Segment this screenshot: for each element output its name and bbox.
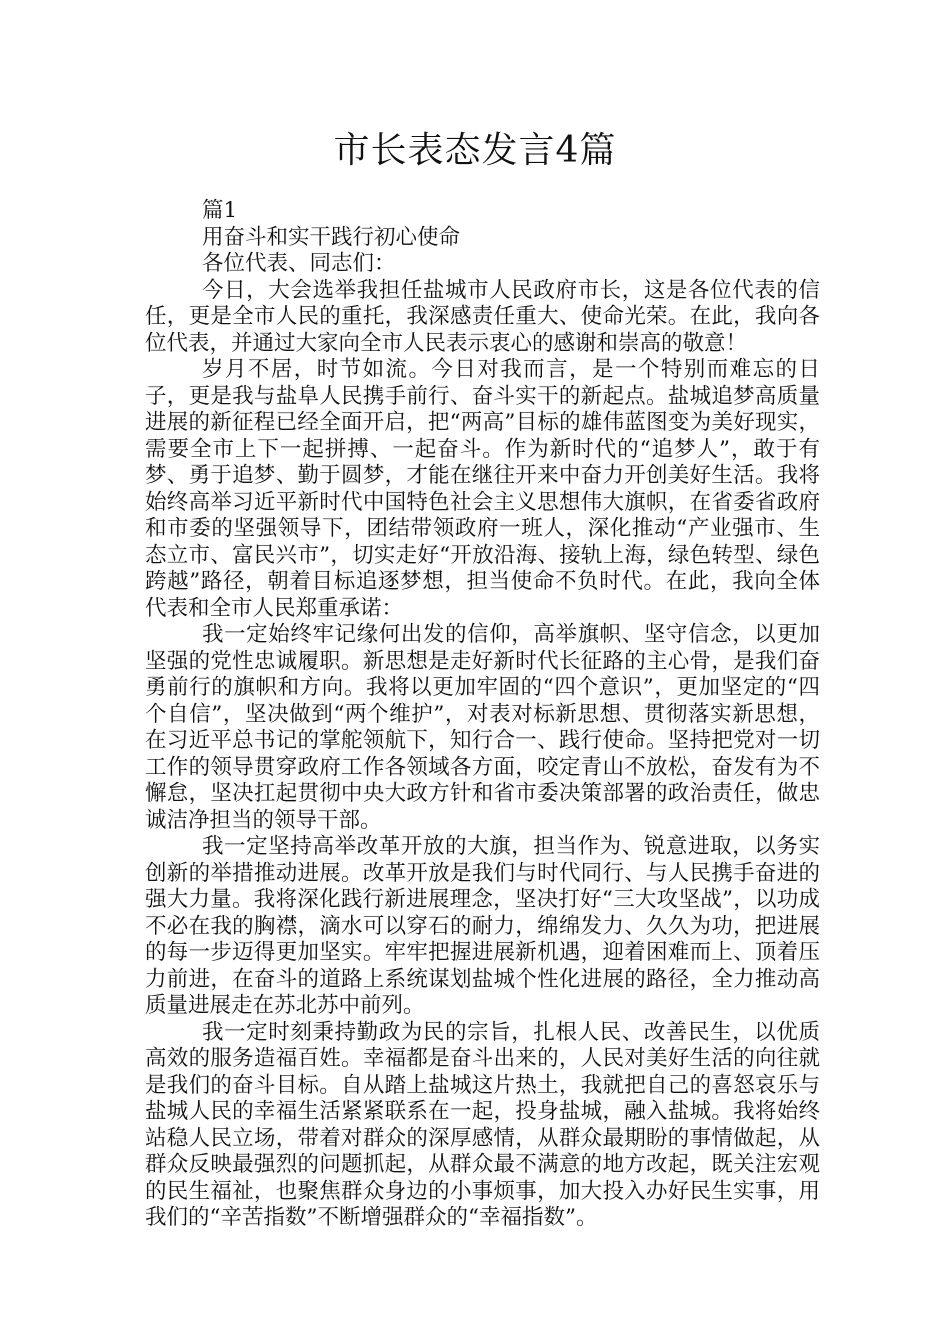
salutation: 各位代表、同志们： bbox=[202, 251, 396, 276]
section-subtitle: 用奋斗和实干践行初心使命 bbox=[202, 224, 461, 250]
document-body bbox=[145, 198, 820, 1232]
document-title: 市长表态发言4篇 bbox=[333, 130, 617, 171]
paragraph-1: 今日，大会选举我担任盐城市人民政府市长，这是各位代表的信任，更是全市人民的重托，我深感责任重大、使命光荣。在此，我向各位代表，并通过大家向全市人民表示衷心的感谢和崇高的敬意！ bbox=[145, 277, 820, 356]
section-label: 篇1 bbox=[202, 198, 238, 223]
paragraph-5: 我一定时刻秉持勤政为民的宗旨，扎根人民、改善民生，以优质高效的服务造福百姓。幸福都是奋斗出来的，人民对美好生活的向往就是我们的奋斗目标。自从踏上盐城这片热土，我就把自己的喜怒哀乐与盐城人民的幸福生活紧紧联系在一起，投身盐城，融入盐城。我将始终站稳人民立场，带着对群众的深厚感情，从群众最期盼的事情做起，从群众反映最强烈的问题抓起，从群众最不满意的地方改起，既关注宏观的民生福祉，也聚焦群众身边的小事烦事，加大投入办好民生实事，用我们的“辛苦指数”不断增强群众的“幸福指数”。 bbox=[145, 1019, 820, 1230]
paragraph-4: 我一定坚持高举改革开放的大旗，担当作为、锐意进取，以务实创新的举措推动进展。改革开放是我们与时代同行、与人民携手奋进的强大力量。我将深化践行新进展理念，坚决打好“三大攻坚战”，以功成不必在我的胸襟，滴水可以穿石的耐力，绵绵发力、久久为功，把进展的每一步迈得更加坚实。牢牢把握进展新机遇，迎着困难而上、顶着压力前进，在奋斗的道路上系统谋划盐城个性化进展的路径，全力推动高质量进展走在苏北苏中前列。 bbox=[145, 834, 820, 1018]
paragraph-2: 岁月不居，时节如流。今日对我而言，是一个特别而难忘的日子，更是我与盐阜人民携手前行、奋斗实干的新起点。盐城追梦高质量进展的新征程已经全面开启，把“两高”目标的雄伟蓝图变为美好现实，需要全市上下一起拼搏、一起奋斗。作为新时代的“追梦人”，敢于有梦、勇于追梦、勤于圆梦，才能在继往开来中奋力开创美好生活。我将始终高举习近平新时代中国特色社会主义思想伟大旗帜，在省委省政府和市委的坚强领导下，团结带领政府一班人，深化推动“产业强市、生态立市、富民兴市”，切实走好“开放沿海、接轨上海，绿色转型、绿色跨越”路径，朝着目标追逐梦想，担当使命不负时代。在此，我向全体代表和全市人民郑重承诺： bbox=[145, 357, 820, 621]
paragraph-3: 我一定始终牢记缘何出发的信仰，高举旗帜、坚守信念，以更加坚强的党性忠诚履职。新思想是走好新时代长征路的主心骨，是我们奋勇前行的旗帜和方向。我将以更加牢固的“四个意识”，更加坚定的“四个自信”，坚决做到“两个维护”，对表对标新思想、贯彻落实新思想，在习近平总书记的掌舵领航下，知行合一、践行使命。坚持把党对一切工作的领导贯穿政府工作各领域各方面，咬定青山不放松，奋发有为不懈怠，坚决扛起贯彻中央大政方针和省市委决策部署的政治责任，做忠诚洁净担当的领导干部。 bbox=[145, 622, 820, 833]
